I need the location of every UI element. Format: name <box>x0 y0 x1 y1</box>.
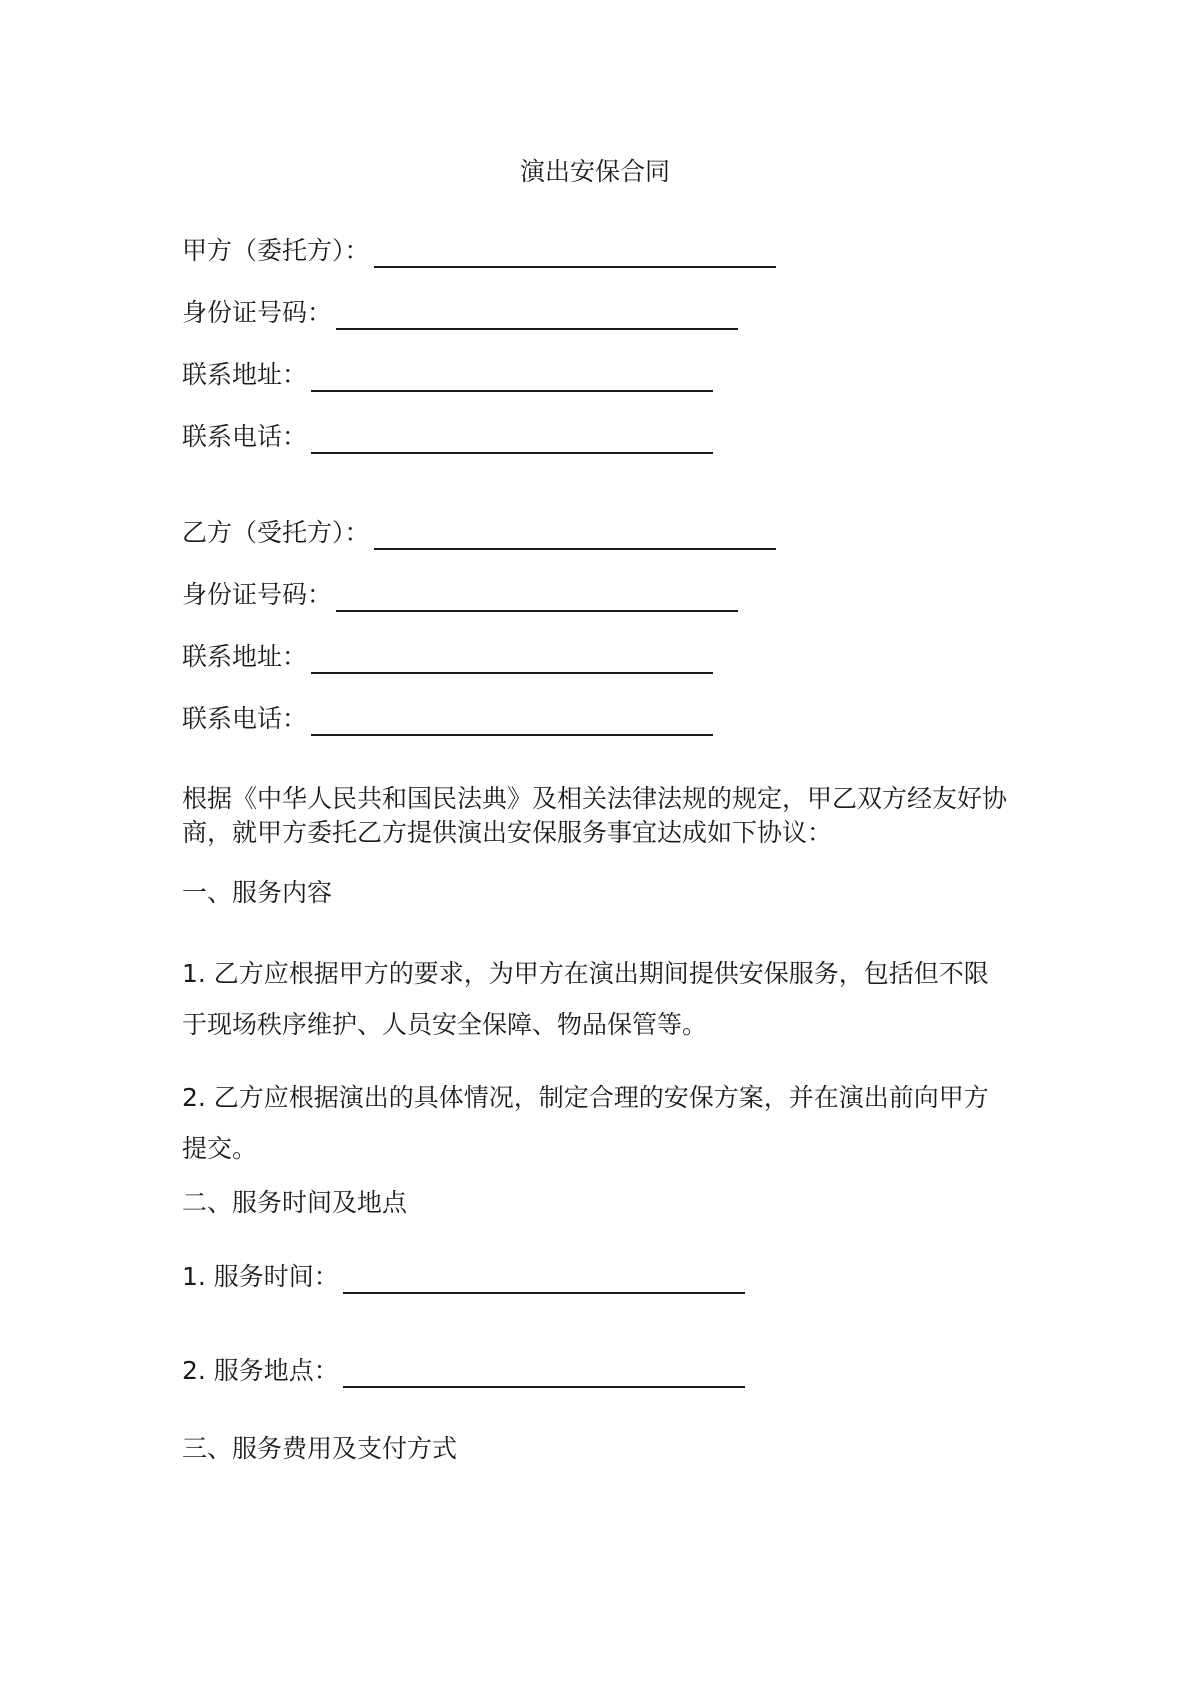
party-a-blank[interactable] <box>374 238 776 268</box>
party-b-id-label: 身份证号码： <box>182 580 333 609</box>
section1-item1: 1. 乙方应根据甲方的要求，为甲方在演出期间提供安保服务，包括但不限于现场秩序维护、人员安全保障、物品保管等。 <box>182 959 989 1039</box>
party-b-address-label: 联系地址： <box>182 642 308 671</box>
service-place-line <box>182 1354 745 1388</box>
party-b-phone-label: 联系电话： <box>182 704 308 733</box>
party-b-blank[interactable] <box>374 520 776 550</box>
preamble-paragraph: 根据《中华人民共和国民法典》及相关法律法规的规定，甲乙双方经友好协商，就甲方委托乙方提供演出安保服务事宜达成如下协议： <box>182 784 1008 847</box>
party-a-address-label: 联系地址： <box>182 360 308 389</box>
document-title: 演出安保合同 <box>519 157 670 186</box>
service-time-line <box>182 1260 745 1294</box>
service-place-label: 2. 服务地点： <box>182 1356 339 1385</box>
party-b-line <box>182 516 776 550</box>
party-a-id-blank[interactable] <box>336 300 738 330</box>
service-place-blank[interactable] <box>343 1358 745 1388</box>
section1-item2: 2. 乙方应根据演出的具体情况，制定合理的安保方案，并在演出前向甲方提交。 <box>182 1083 989 1163</box>
party-a-line <box>182 234 776 268</box>
party-b-id-blank[interactable] <box>336 582 738 612</box>
party-b-address-blank[interactable] <box>311 644 713 674</box>
party-b-phone-line <box>182 702 713 736</box>
party-a-label: 甲方（委托方）： <box>182 236 370 265</box>
party-b-phone-blank[interactable] <box>311 706 713 736</box>
party-a-phone-line <box>182 420 713 454</box>
party-b-address-line <box>182 640 713 674</box>
service-time-label: 1. 服务时间： <box>182 1262 339 1291</box>
section2-heading: 二、服务时间及地点 <box>182 1188 408 1217</box>
party-a-id-label: 身份证号码： <box>182 298 333 327</box>
party-a-phone-blank[interactable] <box>311 424 713 454</box>
service-time-blank[interactable] <box>343 1264 745 1294</box>
party-b-label: 乙方（受托方）： <box>182 518 370 547</box>
party-a-id-line <box>182 296 738 330</box>
party-a-address-line <box>182 358 713 392</box>
section3-heading: 三、服务费用及支付方式 <box>182 1434 458 1463</box>
party-a-address-blank[interactable] <box>311 362 713 392</box>
section1-heading: 一、服务内容 <box>182 878 333 907</box>
party-b-id-line <box>182 578 738 612</box>
party-a-phone-label: 联系电话： <box>182 422 308 451</box>
